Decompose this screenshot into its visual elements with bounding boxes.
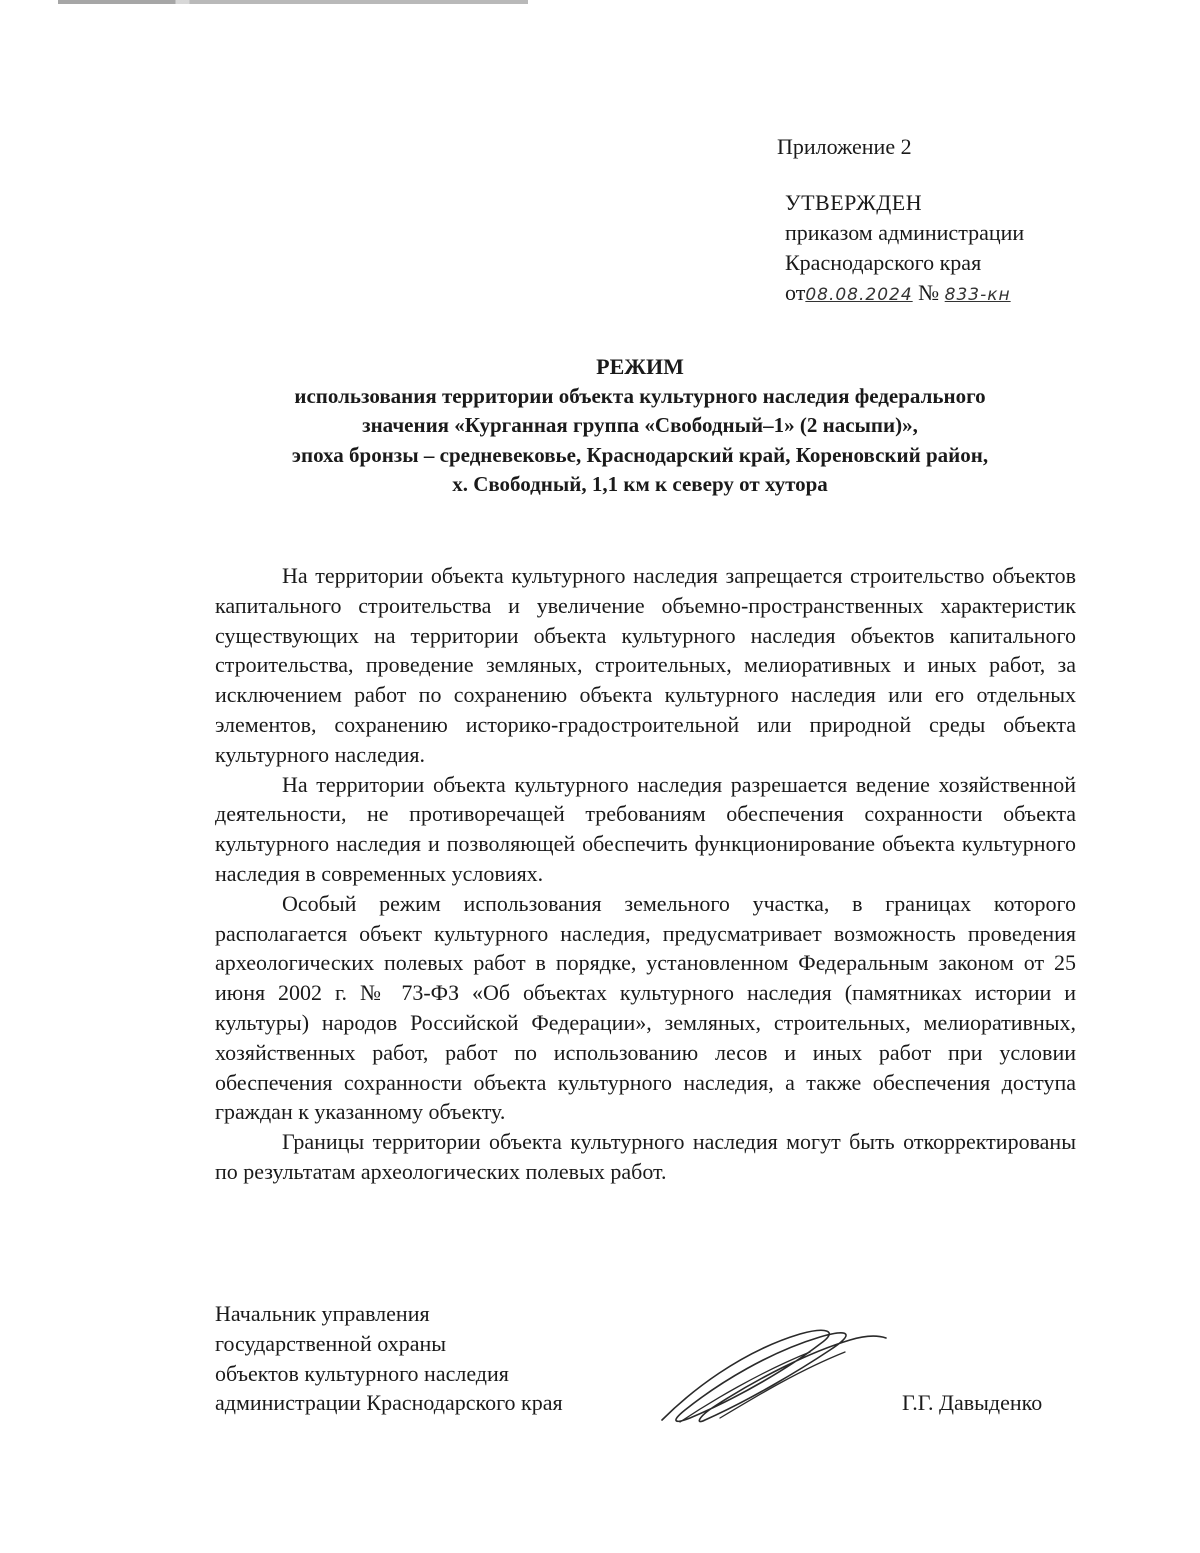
- approved-caption: УТВЕРЖДЕН: [785, 190, 923, 215]
- body-paragraph: На территории объекта культурного наследия запрещается строительство объектов капитального строительства и увеличение объемно-пространственных характеристик существующих на территории объекта культурного наследия объектов капитального строительства, проведение земляных, строительных, мелиоративных и иных работ, за исключением работ по сохранению объекта культурного наследия или его отдельных элементов, сохранению историко-градостроительной или природной среды объекта культурного наследия.: [215, 563, 1076, 767]
- title-line-1: использования территории объекта культурного наследия федерального: [294, 383, 986, 408]
- approval-line-2: Краснодарского края: [785, 250, 982, 275]
- approval-date-number-line: [785, 278, 1165, 310]
- document-title: [200, 352, 1080, 500]
- appendix-label: Приложение 2: [777, 134, 912, 159]
- handwritten-signature: [650, 1322, 890, 1432]
- handwritten-order-number: 833-кн: [944, 285, 1011, 305]
- handwritten-date: 08.08.2024: [805, 285, 913, 305]
- body-paragraph: Особый режим использования земельного участка, в границах которого располагается объект культурного наследия, предусматривает возможность проведения археологических полевых работ в порядке, установленном Федеральным законом от 25 июня 2002 г. № 73-ФЗ «Об объектах культурного наследия (памятниках истории и культуры) народов Российской Федерации», земляных, строительных, мелиоративных, хозяйственных работ, работ по использованию лесов и иных работ при условии обеспечения сохранности объекта культурного наследия, а также обеспечения доступа граждан к указанному объекту.: [215, 890, 1076, 1125]
- position-line-4: администрации Краснодарского края: [215, 1390, 563, 1416]
- scan-edge-artifact: [58, 0, 528, 4]
- position-line-2: государственной охраны: [215, 1330, 447, 1356]
- body-paragraph: Границы территории объекта культурного наследия могут быть откорректированы по результатам археологических полевых работ.: [215, 1129, 1076, 1184]
- title-line-4: х. Свободный, 1,1 км к северу от хутора: [452, 472, 828, 496]
- position-line-3: объектов культурного наследия: [215, 1360, 509, 1386]
- title-line-3: эпоха бронзы – средневековье, Краснодарский край, Кореновский район,: [291, 442, 989, 467]
- position-line-1: Начальник управления: [215, 1301, 430, 1326]
- body-paragraph: На территории объекта культурного наследия разрешается ведение хозяйственной деятельности, не противоречащей требованиям обеспечения сохранности объекта культурного наследия и позволяющей обеспечить функционирование объекта культурного наследия в современных условиях.: [215, 771, 1076, 886]
- document-body: [215, 561, 1076, 1187]
- number-prefix: №: [918, 280, 940, 305]
- date-prefix: от: [785, 280, 806, 305]
- signatory-name: Г.Г. Давыденко: [902, 1390, 1043, 1415]
- signatory-position: [215, 1299, 645, 1418]
- title-line-2: значения «Курганная группа «Свободный–1» (2 насыпи)»,: [362, 413, 918, 437]
- approval-line-1: приказом администрации: [785, 220, 1025, 245]
- title-heading: РЕЖИМ: [596, 354, 684, 379]
- approval-stamp-block: [777, 132, 1157, 310]
